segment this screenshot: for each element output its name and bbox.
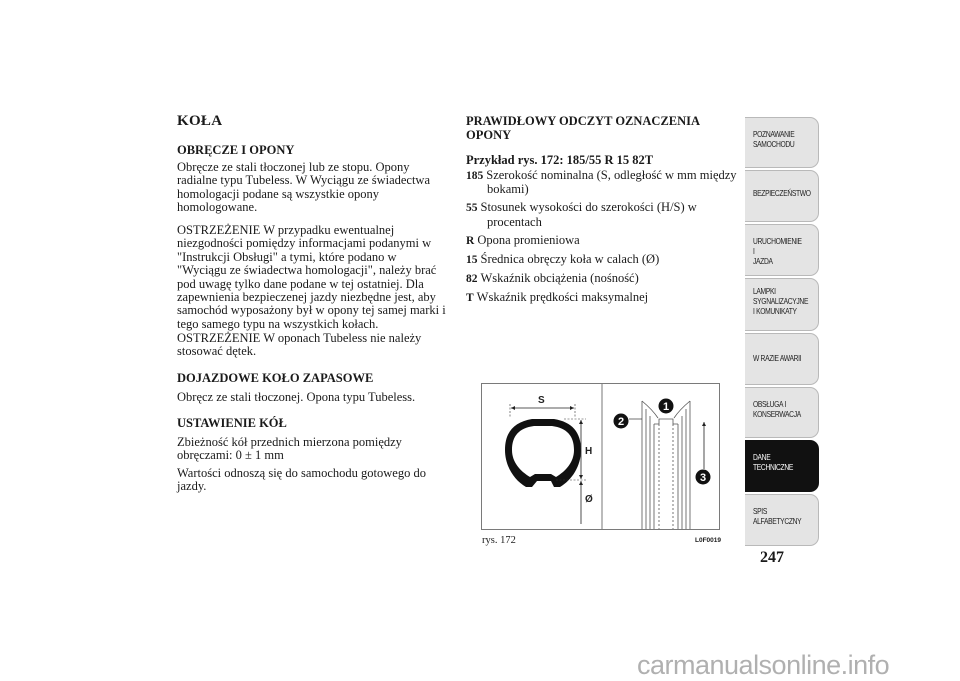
watermark-text: carmanualsonline.info <box>637 650 890 680</box>
spec-text: Opona promieniowa <box>477 232 580 247</box>
tab-label: DANE TECHNICZNE <box>753 453 793 472</box>
spec-text: Średnica obręczy koła w calach (Ø) <box>480 251 660 266</box>
tab-obsluga-konserwacja[interactable] <box>745 387 819 438</box>
subheading-rims-tyres: OBRĘCZE I OPONY <box>177 143 295 157</box>
list-item <box>466 201 738 229</box>
callout-1-number: 1 <box>662 401 670 413</box>
rim-arrowhead <box>702 422 706 426</box>
spec-text: Stosunek wysokości do szerokości (H/S) w procentach <box>480 200 697 229</box>
example-line: Przykład rys. 172: 185/55 R 15 82T <box>466 153 654 167</box>
list-item <box>466 272 738 286</box>
tab-label: LAMPKI SYGNALIZACYJNE I KOMUNIKATY <box>753 287 809 316</box>
chapter-tabs <box>745 117 819 548</box>
tyre-code-list <box>466 169 738 310</box>
paragraph-toe-in: Zbieżność kół przednich mierzona pomiędzy obręczami: 0 ± 1 mm <box>177 435 402 463</box>
figure-code: L0F0019 <box>695 537 722 544</box>
tyre-section-inner <box>512 426 574 477</box>
spec-code: R <box>466 234 475 247</box>
tab-label: BEZPIECZEŃSTWO <box>753 189 811 198</box>
tab-lampki-sygnalizacyjne[interactable] <box>745 278 819 331</box>
tab-label: W RAZIE AWARII <box>753 354 802 363</box>
tab-label: POZNAWANIE SAMOCHODU <box>753 130 795 149</box>
list-item <box>466 291 738 305</box>
spec-code: 185 <box>466 170 484 182</box>
list-item <box>466 253 738 267</box>
callout-3-number: 3 <box>699 472 707 484</box>
tab-poznawanie-samochodu[interactable] <box>745 117 819 168</box>
paragraph-warning-homologation: OSTRZEŻENIE W przypadku ewentualnej niezgodności pomiędzy informacjami podanymi w "Instrukcji Obsługi" a tymi, które podano w "Wyciągu ze świadectwa homologacji", należy brać pod uwagę tylko dane podane w tej ostatniej. Dla zapewnienia bezpieczenej jazdy niezbędne jest, aby samochód wyposażony był w opony tej samej marki i tego samego typu na wszystkich kołach. <box>177 223 446 331</box>
tyre-diagram-figure <box>481 383 720 530</box>
tyre-front-view <box>642 401 690 529</box>
paragraph-values-note: Wartości odnoszą się do samochodu gotowego do jazdy. <box>177 466 426 494</box>
spec-text: Szerokość nominalna (S, odległość w mm między bokami) <box>486 168 737 197</box>
paragraph-warning-tubes: OSTRZEŻENIE W oponach Tubeless nie należy stosować dętek. <box>177 331 422 359</box>
tab-label: OBSŁUGA I KONSERWACJA <box>753 400 801 419</box>
tab-label: SPIS ALFABETYCZNY <box>753 507 802 526</box>
page-number: 247 <box>760 549 784 566</box>
tab-uruchomienie-jazda[interactable] <box>745 224 819 276</box>
list-item <box>466 234 738 248</box>
subheading-spare-wheel: DOJAZDOWE KOŁO ZAPASOWE <box>177 371 374 385</box>
paragraph-rims-tyres: Obręcze ze stali tłoczonej lub ze stopu. Opony radialne typu Tubeless. W Wyciągu ze świadectwa homologacji podane są wszystkie opony homologowane. <box>177 160 431 215</box>
label-diameter: Ø <box>585 494 593 505</box>
spec-code: 55 <box>466 202 478 215</box>
spec-code: 15 <box>466 253 478 266</box>
list-item <box>466 169 738 197</box>
tyre-diagram <box>482 384 719 529</box>
figure-caption: rys. 172 <box>482 535 516 546</box>
spec-code: 82 <box>466 272 478 285</box>
spec-code: T <box>466 291 474 304</box>
subheading-tyre-marking: PRAWIDŁOWY ODCZYT OZNACZENIA OPONY <box>466 114 700 142</box>
tab-spis-alfabetyczny[interactable] <box>745 494 819 546</box>
subheading-wheel-alignment: USTAWIENIE KÓŁ <box>177 416 287 430</box>
label-h: H <box>585 446 593 457</box>
spec-text: Wskaźnik obciążenia (nośność) <box>480 270 639 285</box>
tab-bezpieczenstwo[interactable] <box>745 170 819 222</box>
tab-dane-techniczne[interactable] <box>745 440 819 492</box>
section-title: KOŁA <box>177 113 223 129</box>
paragraph-spare-wheel: Obręcz ze stali tłoczonej. Opona typu Tubeless. <box>177 390 416 404</box>
label-s: S <box>538 395 545 406</box>
callout-2-number: 2 <box>617 416 625 428</box>
tab-w-razie-awarii[interactable] <box>745 333 819 385</box>
tab-label: URUCHOMIENIE I JAZDA <box>753 237 802 266</box>
spec-text: Wskaźnik prędkości maksymalnej <box>476 289 649 304</box>
diameter-arrowhead <box>579 481 583 485</box>
